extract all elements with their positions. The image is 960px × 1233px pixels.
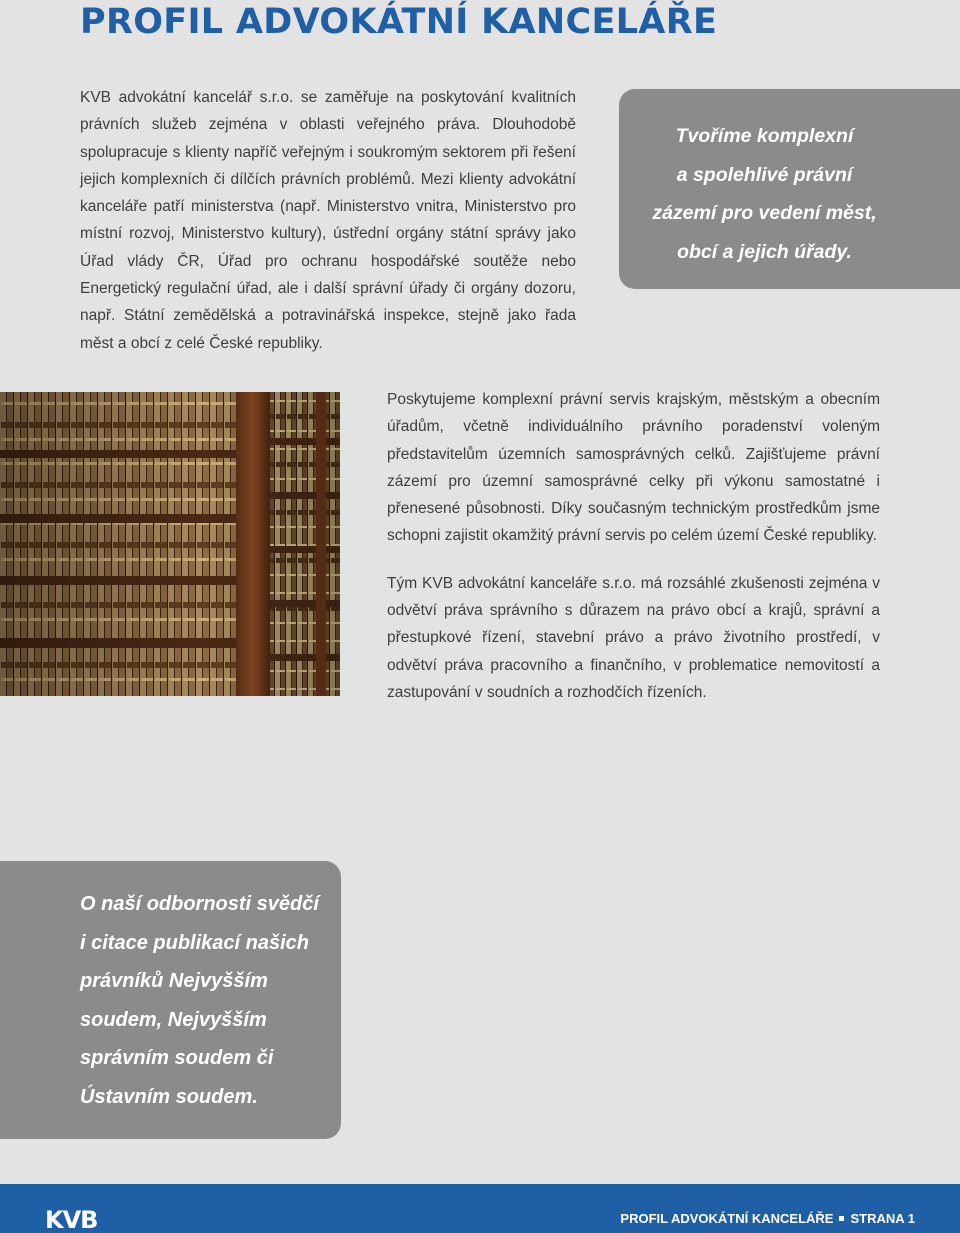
footer-page-number: STRANA 1 (850, 1211, 915, 1226)
library-bookshelf-photo (0, 392, 340, 696)
quote-line: právníků Nejvyšším (80, 970, 268, 993)
main-text (387, 386, 880, 726)
body-paragraph: Poskytujeme komplexní právní servis krajským, městským a obecním úřadům, včetně individuálního právního poradenství voleným představitelům územních samosprávných celků. Zajišťujeme právní zázemí pro územní samosprávné celky při výkonu samostatné i přenesené působnosti. Díky současným technickým prostředkům jsme schopni zajistit okamžitý právní servis po celém území České republiky. (387, 391, 880, 545)
intro-paragraph: KVB advokátní kancelář s.r.o. se zaměřuje na poskytování kvalitních právních služeb zejména v oblasti veřejného práva. Dlouhodobě spolupracuje s klienty napříč veřejným i soukromým sektorem při řešení jejich komplexních či dílčích právních problémů. Mezi klienty advokátní kanceláře patří ministerstva (např. Ministerstvo vnitra, Ministerstvo pro místní rozvoj, Ministerstvo kultury), ústřední orgány státní správy jako Úřad vlády ČR, Úřad pro ochranu hospodářské soutěže nebo Energetický regulační úřad, ale i další správní úřady či orgány dozoru, např. Státní zemědělská a potravinářská inspekce, stejně jako řada měst a obcí z celé České republiky. (80, 89, 576, 352)
quote-box-right (619, 89, 960, 289)
quote-line: soudem, Nejvyšším (80, 1008, 267, 1031)
quote-line: Tvoříme komplexní (675, 125, 854, 147)
square-bullet-icon (839, 1216, 844, 1221)
bookshelf-illustration (0, 392, 340, 696)
quote-line: správním soudem či (80, 1047, 274, 1070)
quote-line: i citace publikací našich (80, 931, 309, 954)
page-title: PROFIL ADVOKÁTNÍ KANCELÁŘE (80, 2, 718, 42)
quote-line: obcí a jejich úřady. (677, 240, 852, 263)
svg-text:KVB: KVB (45, 1207, 98, 1231)
quote-line: zázemí pro vedení měst, (652, 202, 877, 224)
footer-section: PROFIL ADVOKÁTNÍ KANCELÁŘE (620, 1211, 834, 1226)
footer-page-label (620, 1211, 915, 1226)
body-paragraph: Tým KVB advokátní kanceláře s.r.o. má rozsáhlé zkušenosti zejména v odvětví práva správního s důrazem na právo obcí a krajů, správní a přestupkové řízení, stavební právo a právo životního prostředí, v odvětví práva pracovního a finančního, v problematice nemovitostí a zastupování v soudních a rozhodčích řízeních. (387, 574, 880, 701)
kvb-logo (44, 1207, 112, 1231)
quote-line: Ústavním soudem. (80, 1085, 258, 1108)
quote-line: O naší odbornosti svědčí (80, 893, 319, 915)
quote-line: a spolehlivé právní (676, 163, 853, 186)
footer-bar (0, 1184, 960, 1233)
quote-box-left (0, 861, 341, 1139)
